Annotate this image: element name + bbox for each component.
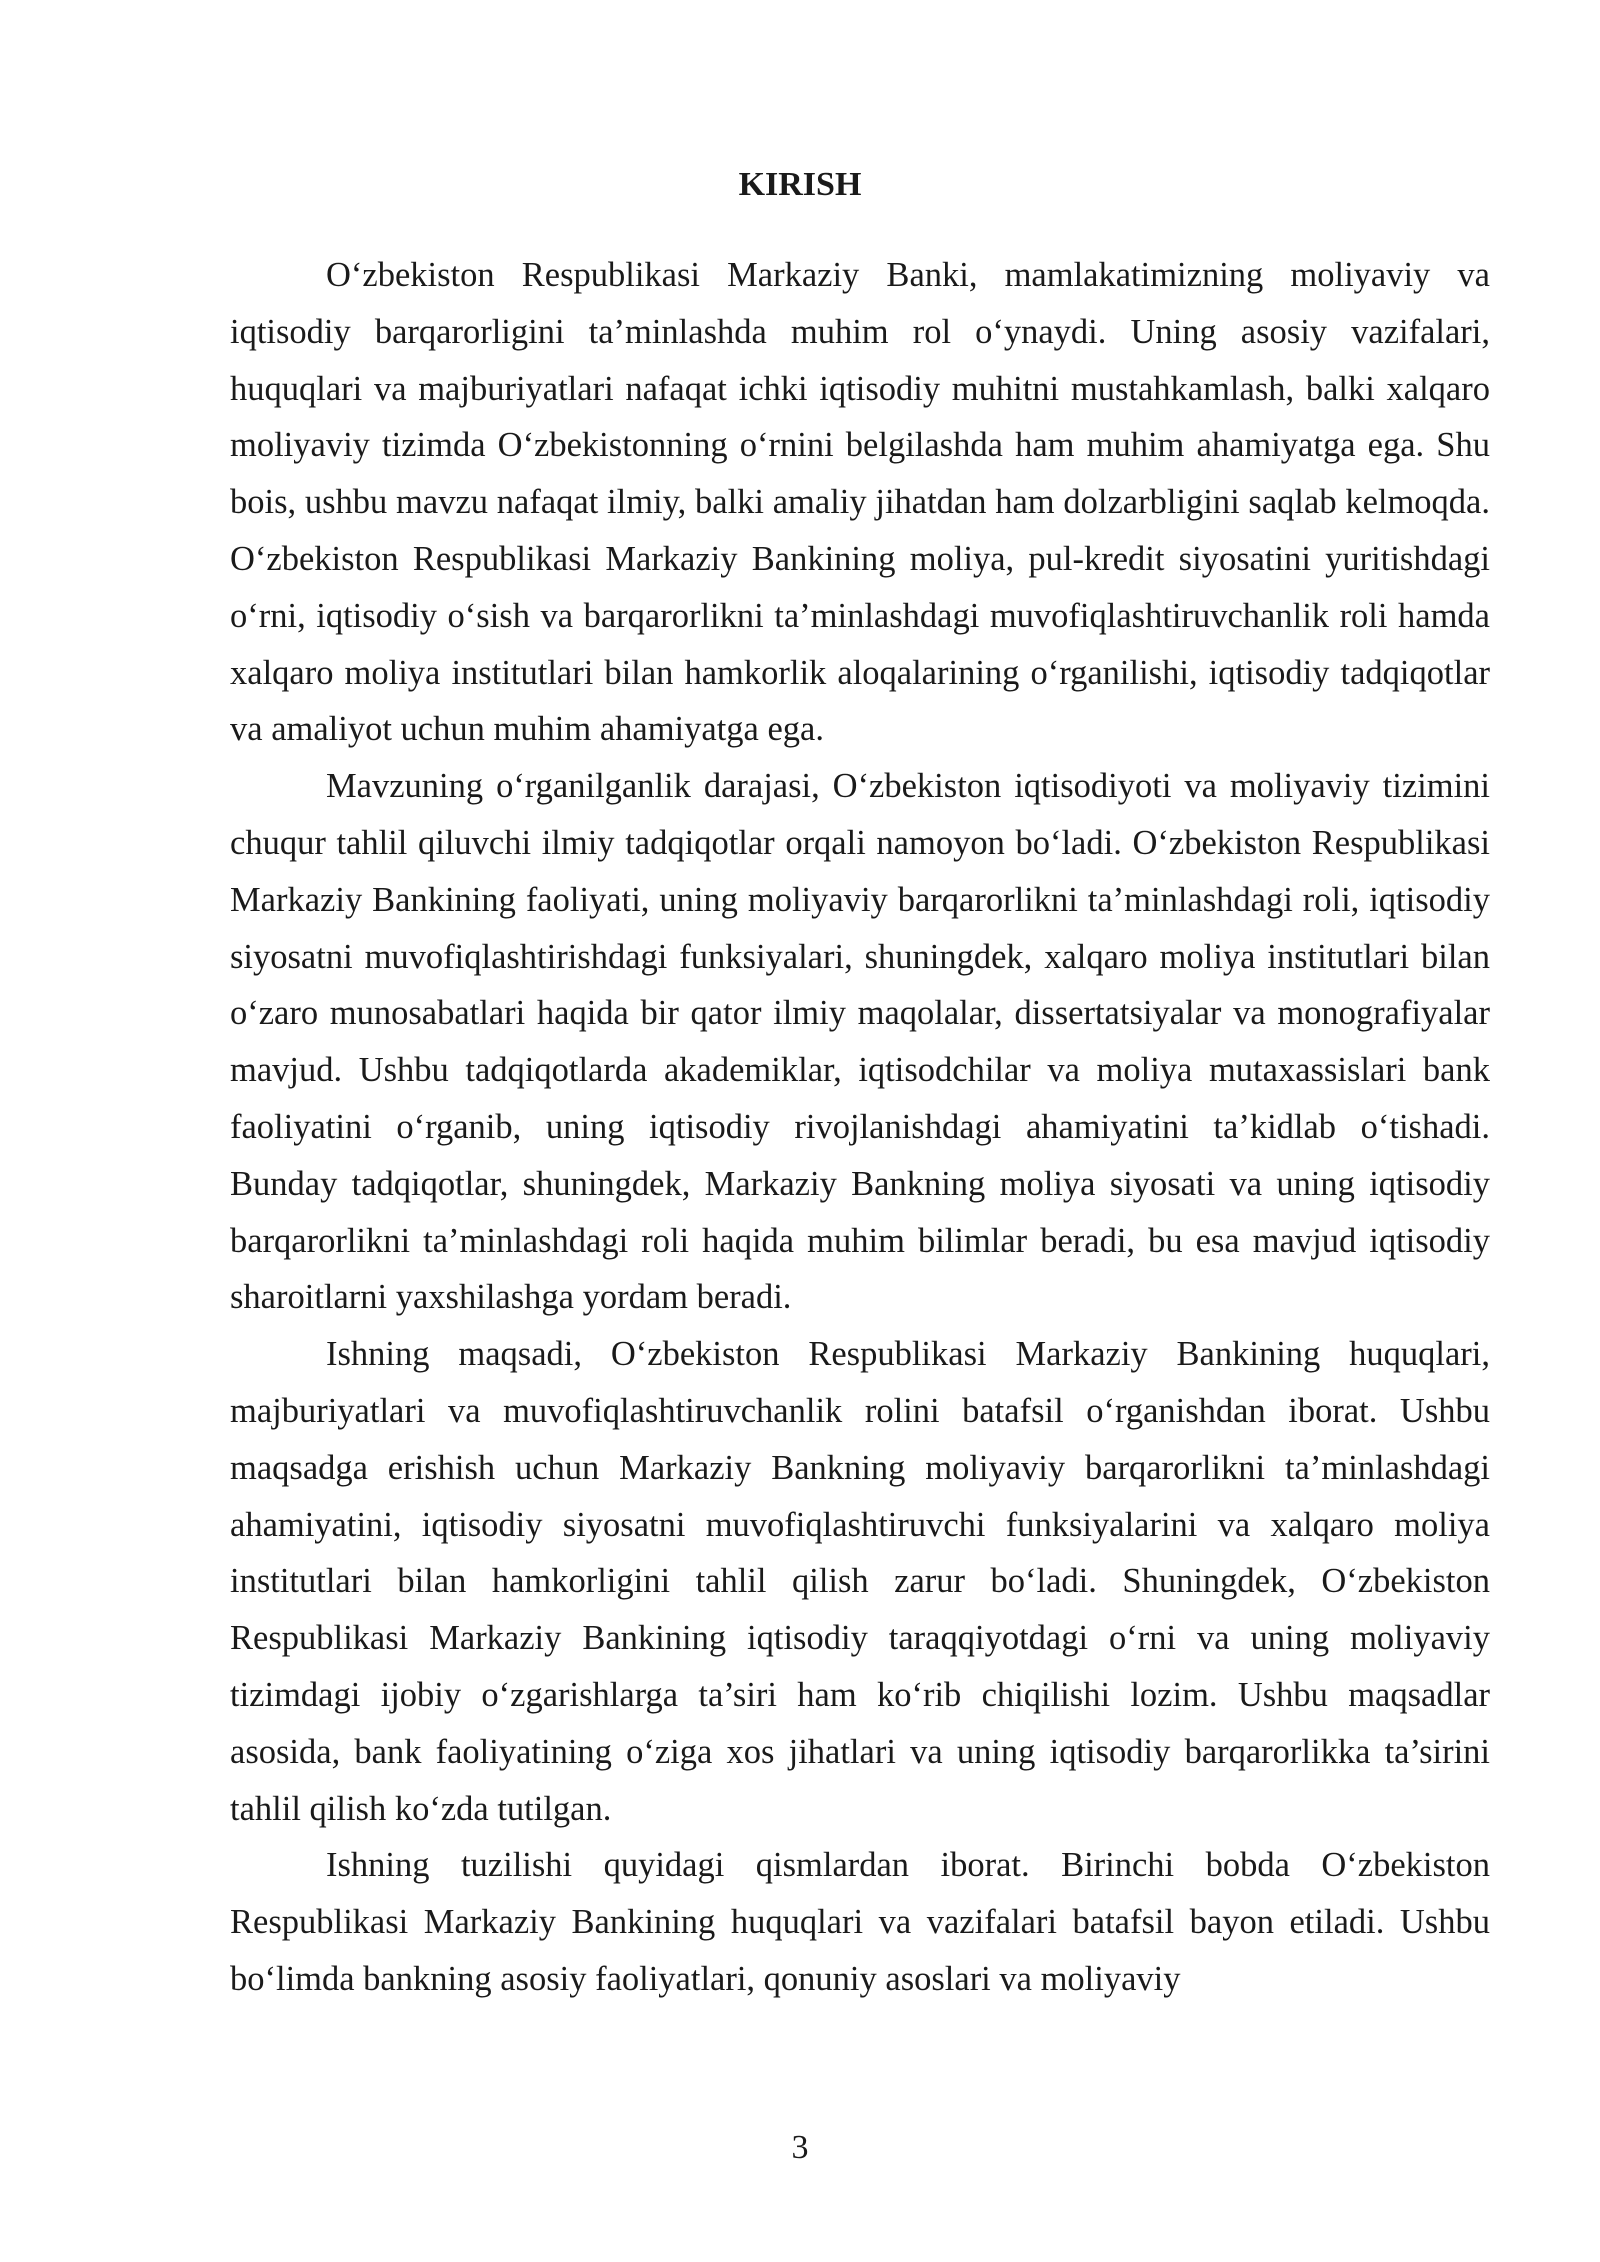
paragraph-structure: Ishning tuzilishi quyidagi qismlardan iborat. Birinchi bobda O‘zbekiston Respublikasi Markaziy Bankining huquqlari va vazifalari batafsil bayon etiladi. Ushbu bo‘limda bankning asosiy faoliyatlari, qonuniy asoslari va moliyaviy — [230, 1846, 1490, 1998]
paragraph-intro: O‘zbekiston Respublikasi Markaziy Banki, mamlakatimizning moliyaviy va iqtisodiy barqarorligini ta’minlashda muhim rol o‘ynaydi. Uning asosiy vazifalari, huquqlari va majburiyatlari nafaqat ichki iqtisodiy muhitni mustahkamlash, balki xalqaro moliyaviy tizimda O‘zbekistonning o‘rnini belgilashda ham muhim ahamiyatga ega. Shu bois, ushbu mavzu nafaqat ilmiy, balki amaliy jihatdan ham dolzarbligini saqlab kelmoqda. O‘zbekiston Respublikasi Markaziy Bankining moliya, pul-kredit siyosatini yuritishdagi o‘rni, iqtisodiy o‘sish va barqarorlikni ta’minlashdagi muvofiqlashtiruvchanlik roli hamda xalqaro moliya institutlari bilan hamkorlik aloqalarining o‘rganilishi, iqtisodiy tadqiqotlar va amaliyot uchun muhim ahamiyatga ega. — [230, 256, 1490, 749]
paragraph-goal: Ishning maqsadi, O‘zbekiston Respublikasi Markaziy Bankining huquqlari, majburiyatlari va muvofiqlashtiruvchanlik rolini batafsil o‘rganishdan iborat. Ushbu maqsadga erishish uchun Markaziy Bankning moliyaviy barqarorlikni ta’minlashdagi ahamiyatini, iqtisodiy siyosatni muvofiqlashtiruvchi funksiyalarini va xalqaro moliya institutlari bilan hamkorligini tahlil qilish zarur bo‘ladi. Shuningdek, O‘zbekiston Respublikasi Markaziy Bankining iqtisodiy taraqqiyotdagi o‘rni va uning moliyaviy tizimdagi ijobiy o‘zgarishlarga ta’siri ham ko‘rib chiqilishi lozim. Ushbu maqsadlar asosida, bank faoliyatining o‘ziga xos jihatlari va uning iqtisodiy barqarorlikka ta’sirini tahlil qilish ko‘zda tutilgan. — [230, 1335, 1490, 1828]
section-heading: KIRISH — [738, 166, 862, 203]
body-text — [230, 247, 1490, 2008]
paragraph-research-level: Mavzuning o‘rganilganlik darajasi, O‘zbekiston iqtisodiyoti va moliyaviy tizimini chuqur tahlil qiluvchi ilmiy tadqiqotlar orqali namoyon bo‘ladi. O‘zbekiston Respublikasi Markaziy Bankining faoliyati, uning moliyaviy barqarorlikni ta’minlashdagi roli, iqtisodiy siyosatni muvofiqlashtirishdagi funksiyalari, shuningdek, xalqaro moliya institutlari bilan o‘zaro munosabatlari haqida bir qator ilmiy maqolalar, dissertatsiyalar va monografiyalar mavjud. Ushbu tadqiqotlarda akademiklar, iqtisodchilar va moliya mutaxassislari bank faoliyatini o‘rganib, uning iqtisodiy rivojlanishdagi ahamiyatini ta’kidlab o‘tishadi. Bunday tadqiqotlar, shuningdek, Markaziy Bankning moliya siyosati va uning iqtisodiy barqarorlikni ta’minlashdagi roli haqida muhim bilimlar beradi, bu esa mavjud iqtisodiy sharoitlarni yaxshilashga yordam beradi. — [230, 767, 1490, 1317]
page-number: 3 — [791, 2129, 809, 2166]
